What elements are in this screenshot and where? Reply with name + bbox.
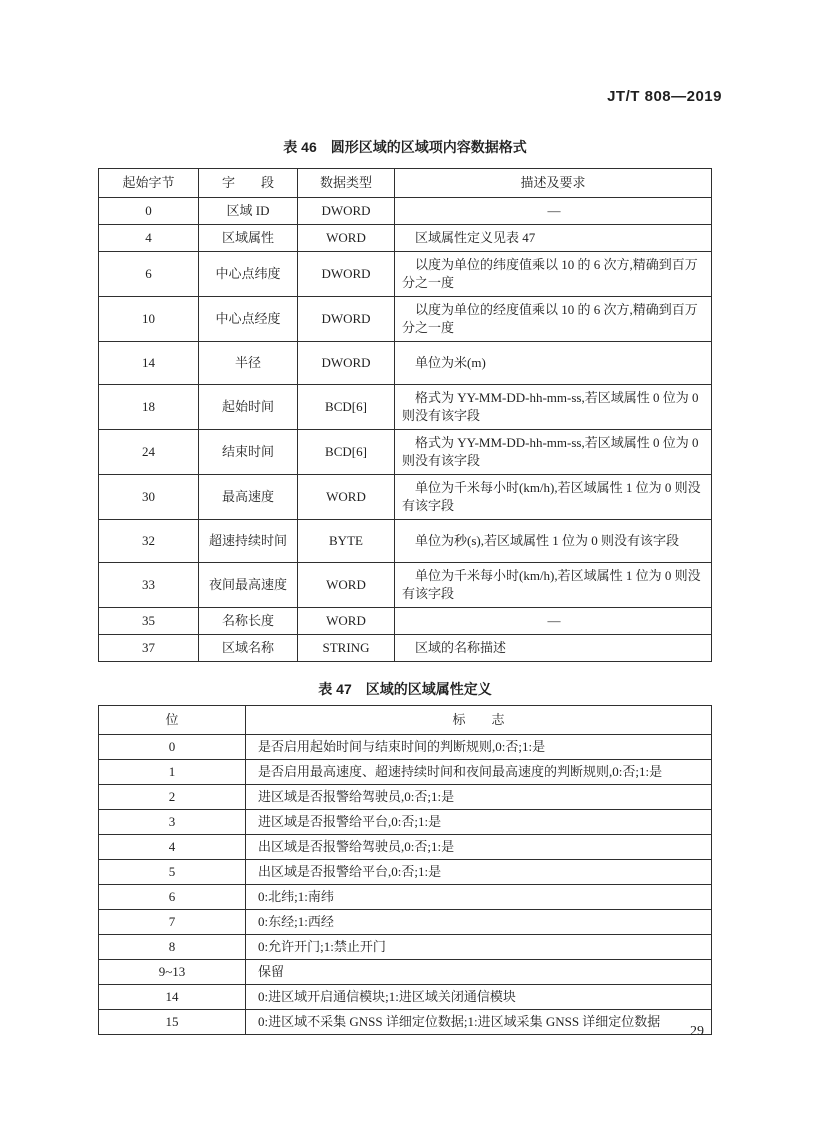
table46-header-row <box>99 169 712 198</box>
cell-bit: 6 <box>99 885 246 910</box>
cell-field: 区域 ID <box>199 198 298 225</box>
table-row <box>99 252 712 297</box>
table-row <box>99 860 712 885</box>
cell-data-type: DWORD <box>298 252 395 297</box>
table47-header-bit: 位 <box>99 706 246 735</box>
table-row <box>99 520 712 563</box>
cell-bit: 4 <box>99 835 246 860</box>
cell-bit: 3 <box>99 810 246 835</box>
cell-flag: 0:北纬;1:南纬 <box>246 885 712 910</box>
cell-data-type: DWORD <box>298 198 395 225</box>
table46 <box>98 168 712 662</box>
cell-field: 中心点经度 <box>199 297 298 342</box>
cell-field: 结束时间 <box>199 430 298 475</box>
cell-field: 最高速度 <box>199 475 298 520</box>
table-row <box>99 225 712 252</box>
cell-description: 区域属性定义见表 47 <box>395 225 712 252</box>
cell-start-byte: 18 <box>99 385 199 430</box>
table46-title: 表 46 圆形区域的区域项内容数据格式 <box>283 139 527 155</box>
cell-start-byte: 6 <box>99 252 199 297</box>
cell-bit: 2 <box>99 785 246 810</box>
cell-bit: 1 <box>99 760 246 785</box>
cell-start-byte: 32 <box>99 520 199 563</box>
cell-flag: 0:允许开门;1:禁止开门 <box>246 935 712 960</box>
cell-description: 区域的名称描述 <box>395 635 712 662</box>
cell-flag: 进区域是否报警给驾驶员,0:否;1:是 <box>246 785 712 810</box>
cell-description: 单位为千米每小时(km/h),若区域属性 1 位为 0 则没有该字段 <box>395 475 712 520</box>
cell-field: 起始时间 <box>199 385 298 430</box>
table-row <box>99 563 712 608</box>
table-row <box>99 935 712 960</box>
table-row <box>99 810 712 835</box>
cell-data-type: WORD <box>298 563 395 608</box>
cell-field: 超速持续时间 <box>199 520 298 563</box>
table47 <box>98 705 712 1035</box>
cell-description: 以度为单位的纬度值乘以 10 的 6 次方,精确到百万分之一度 <box>395 252 712 297</box>
cell-description: 格式为 YY-MM-DD-hh-mm-ss,若区域属性 0 位为 0 则没有该字段 <box>395 430 712 475</box>
table-row <box>99 910 712 935</box>
table46-header-description: 描述及要求 <box>395 169 712 198</box>
cell-start-byte: 37 <box>99 635 199 662</box>
table-row <box>99 342 712 385</box>
cell-bit: 7 <box>99 910 246 935</box>
cell-flag: 出区域是否报警给驾驶员,0:否;1:是 <box>246 835 712 860</box>
cell-start-byte: 33 <box>99 563 199 608</box>
cell-start-byte: 10 <box>99 297 199 342</box>
cell-description: 以度为单位的经度值乘以 10 的 6 次方,精确到百万分之一度 <box>395 297 712 342</box>
cell-bit: 0 <box>99 735 246 760</box>
cell-description: — <box>395 198 712 225</box>
cell-bit: 5 <box>99 860 246 885</box>
cell-description: 单位为秒(s),若区域属性 1 位为 0 则没有该字段 <box>395 520 712 563</box>
cell-bit: 8 <box>99 935 246 960</box>
cell-description: 单位为米(m) <box>395 342 712 385</box>
page-number: 29 <box>690 1024 704 1039</box>
cell-field: 半径 <box>199 342 298 385</box>
cell-field: 夜间最高速度 <box>199 563 298 608</box>
table47-header-flag: 标 志 <box>246 706 712 735</box>
doc-number: JT/T 808—2019 <box>607 88 722 105</box>
table-row <box>99 960 712 985</box>
table-row <box>99 608 712 635</box>
table47-header-row <box>99 706 712 735</box>
cell-start-byte: 0 <box>99 198 199 225</box>
cell-data-type: WORD <box>298 225 395 252</box>
cell-field: 名称长度 <box>199 608 298 635</box>
cell-start-byte: 30 <box>99 475 199 520</box>
table-row <box>99 985 712 1010</box>
cell-field: 区域名称 <box>199 635 298 662</box>
table-row <box>99 785 712 810</box>
table46-header-field: 字 段 <box>199 169 298 198</box>
cell-data-type: DWORD <box>298 342 395 385</box>
cell-data-type: BYTE <box>298 520 395 563</box>
cell-flag: 0:进区域开启通信模块;1:进区域关闭通信模块 <box>246 985 712 1010</box>
cell-flag: 出区域是否报警给平台,0:否;1:是 <box>246 860 712 885</box>
table-row <box>99 885 712 910</box>
cell-data-type: DWORD <box>298 297 395 342</box>
table-row <box>99 430 712 475</box>
table46-header-data-type: 数据类型 <box>298 169 395 198</box>
cell-data-type: BCD[6] <box>298 430 395 475</box>
table-row <box>99 760 712 785</box>
cell-flag: 是否启用起始时间与结束时间的判断规则,0:否;1:是 <box>246 735 712 760</box>
table46-header-start-byte: 起始字节 <box>99 169 199 198</box>
table-row <box>99 835 712 860</box>
table-row <box>99 475 712 520</box>
cell-field: 区域属性 <box>199 225 298 252</box>
cell-description: — <box>395 608 712 635</box>
table-row <box>99 735 712 760</box>
cell-start-byte: 24 <box>99 430 199 475</box>
cell-bit: 14 <box>99 985 246 1010</box>
cell-data-type: WORD <box>298 475 395 520</box>
table47-title: 表 47 区域的区域属性定义 <box>318 681 492 697</box>
cell-description: 格式为 YY-MM-DD-hh-mm-ss,若区域属性 0 位为 0 则没有该字段 <box>395 385 712 430</box>
cell-flag: 0:东经;1:西经 <box>246 910 712 935</box>
cell-data-type: BCD[6] <box>298 385 395 430</box>
cell-flag: 是否启用最高速度、超速持续时间和夜间最高速度的判断规则,0:否;1:是 <box>246 760 712 785</box>
cell-data-type: WORD <box>298 608 395 635</box>
table-row <box>99 385 712 430</box>
cell-description: 单位为千米每小时(km/h),若区域属性 1 位为 0 则没有该字段 <box>395 563 712 608</box>
cell-start-byte: 4 <box>99 225 199 252</box>
table-row <box>99 635 712 662</box>
cell-bit: 9~13 <box>99 960 246 985</box>
cell-flag: 0:进区域不采集 GNSS 详细定位数据;1:进区域采集 GNSS 详细定位数据 <box>246 1010 712 1035</box>
cell-field: 中心点纬度 <box>199 252 298 297</box>
cell-start-byte: 14 <box>99 342 199 385</box>
cell-bit: 15 <box>99 1010 246 1035</box>
cell-flag: 进区域是否报警给平台,0:否;1:是 <box>246 810 712 835</box>
cell-flag: 保留 <box>246 960 712 985</box>
table-row <box>99 297 712 342</box>
cell-start-byte: 35 <box>99 608 199 635</box>
cell-data-type: STRING <box>298 635 395 662</box>
table-row <box>99 198 712 225</box>
